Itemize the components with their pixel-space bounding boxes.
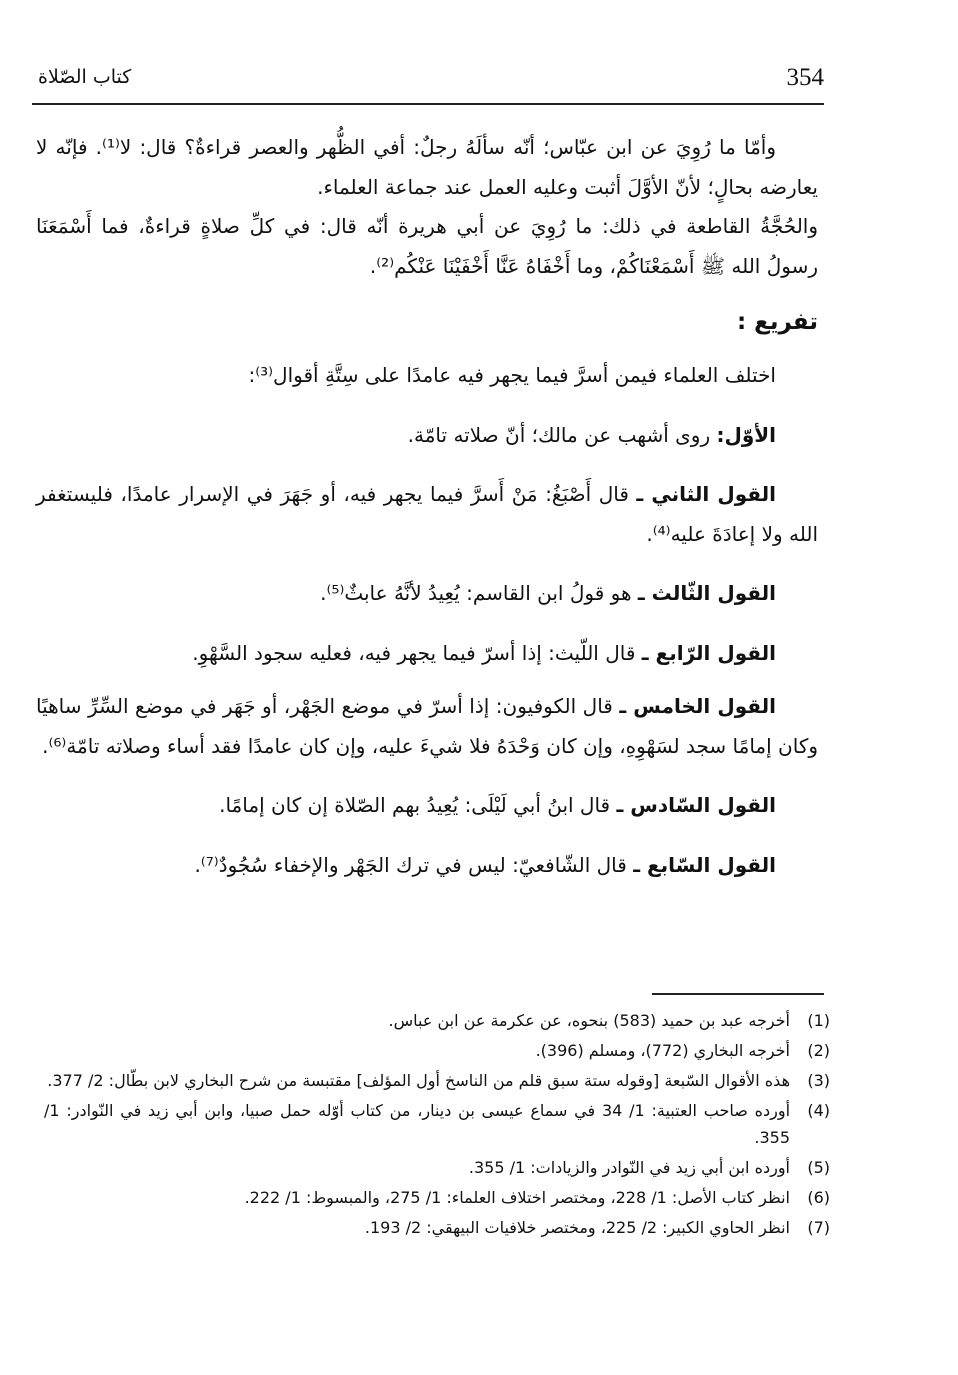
paragraph-intro-opinions: اختلف العلماء فيمن أسرَّ فيما يجهر فيه عامدًا على سِتَّةِ أقوال⁽³⁾:: [248, 363, 776, 387]
footnote-number: (5): [807, 1158, 830, 1177]
opinion-2-label: القول الثاني ـ: [636, 482, 776, 506]
opinion-4-label: القول الرّابع ـ: [641, 640, 776, 665]
footnote-text: انظر الحاوي الكبير: 2/ 225، ومختصر خلافيات البيهقي: 2/ 193.: [364, 1218, 790, 1237]
opinion-5-text: قال الكوفيون: إذا أسرّ في موضع الجَهْر، أو جَهَر في موضع السِّرِّ ساهيًا وكان إمامًا سجد لسَهْوِهِ، وإن كان وَحْدَهُ فلا شيءَ عليه، وإن كان عامدًا فقد أساء وصلاته تامّة⁽⁶⁾.: [36, 694, 818, 758]
header-rule: [32, 103, 824, 105]
footnote-text: هذه الأقوال السّبعة [وقوله ستة سبق قلم من الناسخ أول المؤلف] مقتبسة من شرح البخاري لابن بطّال: 2/ 377.: [47, 1071, 790, 1090]
footnote: [44, 1067, 830, 1094]
running-title: كتاب الصّلاة: [38, 66, 132, 88]
footnote: [44, 1007, 830, 1034]
opinion-7-label: القول السّابع ـ: [633, 852, 776, 877]
footnote-text: أخرجه البخاري (772)، ومسلم (396).: [535, 1041, 790, 1060]
footnote-text: أخرجه عبد بن حميد (583) بنحوه، عن عكرمة عن ابن عباس.: [388, 1011, 790, 1030]
footnotes: [44, 1007, 830, 1244]
footnote-number: (7): [807, 1218, 830, 1237]
opinion-7-text: قال الشّافعيّ: ليس في ترك الجَهْر والإخفاء سُجُودٌ⁽⁷⁾.: [194, 852, 634, 877]
paragraph-ibn-abbas: وأمّا ما رُوِيَ عن ابن عبّاس؛ أنّه سألَهُ رجلٌ: أفي الظُّهر والعصر قراءةٌ؟ قال: لا⁽¹⁾. فإنّه لا يعارضه بحالٍ؛ لأنّ الأوَّلَ أثبت وعليه العمل عند جماعة العلماء.: [36, 135, 818, 199]
footnote-number: (2): [807, 1041, 830, 1060]
footnote: [44, 1154, 830, 1181]
footnote-number: (6): [807, 1188, 830, 1207]
opinion-1-text: روى أشهب عن مالك؛ أنّ صلاته تامّة.: [407, 422, 717, 447]
page-header: [38, 58, 824, 98]
footnote: [44, 1037, 830, 1064]
opinion-4-text: قال اللّيث: إذا أسرّ فيما يجهر فيه، فعليه سجود السَّهْوِ.: [192, 640, 642, 665]
opinion-2-text: قال أَصْبَغُ: مَنْ أَسرَّ فيما يجهر فيه، أو جَهَرَ في الإسرار عامدًا، فليستغفر الله ولا إعادَةَ عليه⁽⁴⁾.: [36, 482, 818, 546]
footnote: [44, 1097, 830, 1151]
opinion-3: [36, 574, 818, 614]
footnote-number: (3): [807, 1071, 830, 1090]
section-heading: تفريع :: [736, 309, 818, 335]
footnote-rule: [652, 993, 824, 995]
opinion-5: [36, 687, 818, 766]
main-text: [36, 128, 818, 885]
opinion-6-text: قال ابنُ أبي لَيْلَى: يُعِيدُ بهم الصّلاة إن كان إمامًا.: [219, 793, 617, 817]
page-number: 354: [786, 64, 824, 91]
opinion-3-text: هو قولُ ابن القاسم: يُعِيدُ لأنَّهُ عابثٌ⁽⁵⁾.: [320, 581, 638, 605]
footnote-text: أورده صاحب العتبية: 1/ 34 في سماع عيسى بن دينار، من كتاب أوّله حمل صبيا، وابن أبي زيد في النّوادر: 1/ 355.: [44, 1101, 791, 1147]
opinion-1-label: الأوّل:: [716, 422, 776, 447]
opinion-6-label: القول السّادس ـ: [616, 793, 776, 817]
opinion-1: [36, 416, 818, 456]
footnote: [44, 1184, 830, 1211]
opinion-3-label: القول الثّالث ـ: [637, 581, 776, 605]
opinion-6: [36, 786, 818, 826]
opinion-4: [36, 634, 818, 674]
opinion-2: [36, 475, 818, 554]
footnote: [44, 1214, 830, 1241]
opinion-7: [36, 846, 818, 886]
footnote-text: أورده ابن أبي زيد في النّوادر والزيادات: 1/ 355.: [468, 1158, 790, 1177]
footnote-number: (4): [807, 1101, 830, 1120]
opinion-5-label: القول الخامس ـ: [619, 694, 776, 718]
footnote-number: (1): [807, 1011, 830, 1030]
footnote-text: انظر كتاب الأصل: 1/ 228، ومختصر اختلاف العلماء: 1/ 275، والمبسوط: 1/ 222.: [244, 1188, 790, 1207]
paragraph-abu-hurayra: والحُجَّةُ القاطعة في ذلك: ما رُوِيَ عن أبي هريرة أنّه قال: في كلِّ صلاةٍ قراءةٌ، فما أَسْمَعَنَا رسولُ الله ﷺ أَسْمَعْنَاكُمْ، وما أَخْفَاهُ عَنَّا أَخْفَيْنَا عَنْكُم⁽²⁾.: [36, 214, 818, 278]
